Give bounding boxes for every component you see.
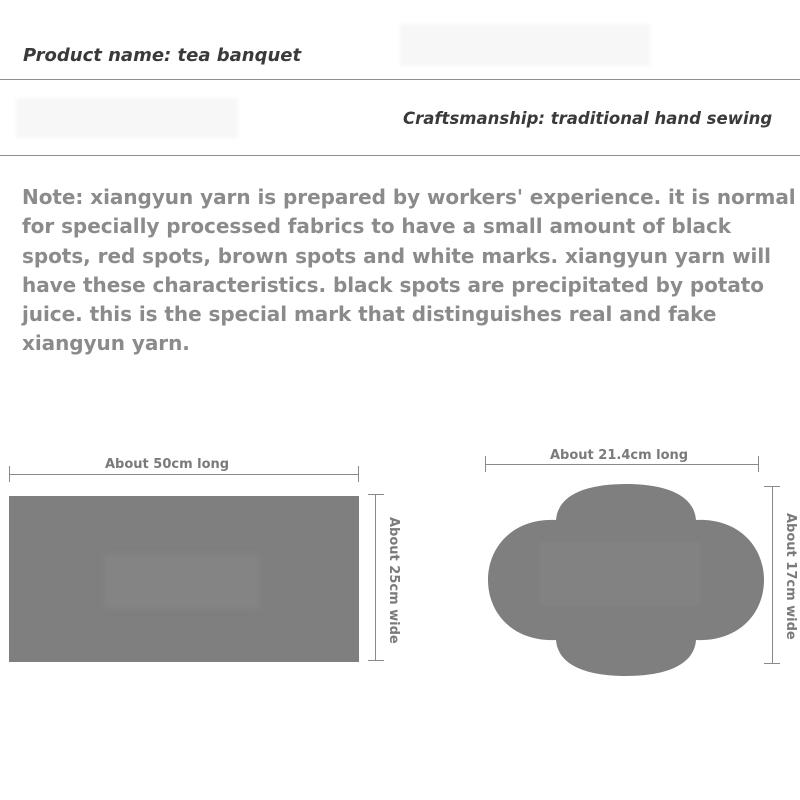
cloud-width-label: About 17cm wide <box>783 513 798 640</box>
cloud-length-tick-left <box>485 456 486 472</box>
rect-width-dimension-line <box>375 494 376 660</box>
rect-width-tick-bottom <box>368 660 384 661</box>
cloud-length-dimension-line <box>485 464 759 465</box>
cloud-fabric-shape <box>488 484 764 676</box>
cloud-width-tick-bottom <box>764 663 780 664</box>
rectangle-fabric-shape <box>9 496 359 662</box>
product-name-row <box>0 0 800 80</box>
craftsmanship-text: Craftsmanship: traditional hand sewing <box>403 109 773 128</box>
rect-length-tick-right <box>358 466 359 482</box>
rect-length-dimension-line <box>9 474 359 475</box>
rect-length-label: About 50cm long <box>105 457 230 472</box>
rect-width-label: About 25cm wide <box>386 517 401 644</box>
note-paragraph: Note: xiangyun yarn is prepared by workers' experience. it is normal for specially processed fabrics to have a small amount of black spots, red spots, brown spots and white marks. xiangyun yarn will have these characteristics. black spots are precipitated by potato juice. this is the special mark that distinguishes real and fake xiangyun yarn. <box>22 185 796 356</box>
rect-length-tick-left <box>9 466 10 482</box>
cloud-width-dimension-line <box>772 486 773 664</box>
cloud-length-label: About 21.4cm long <box>550 448 689 463</box>
product-name-text: Product name: tea banquet <box>23 45 302 66</box>
cloud-width-tick-top <box>764 486 780 487</box>
cloud-length-tick-right <box>758 456 759 472</box>
craftsmanship-row <box>0 79 800 156</box>
rect-width-tick-top <box>368 494 384 495</box>
rectangle-watermark <box>104 554 259 609</box>
